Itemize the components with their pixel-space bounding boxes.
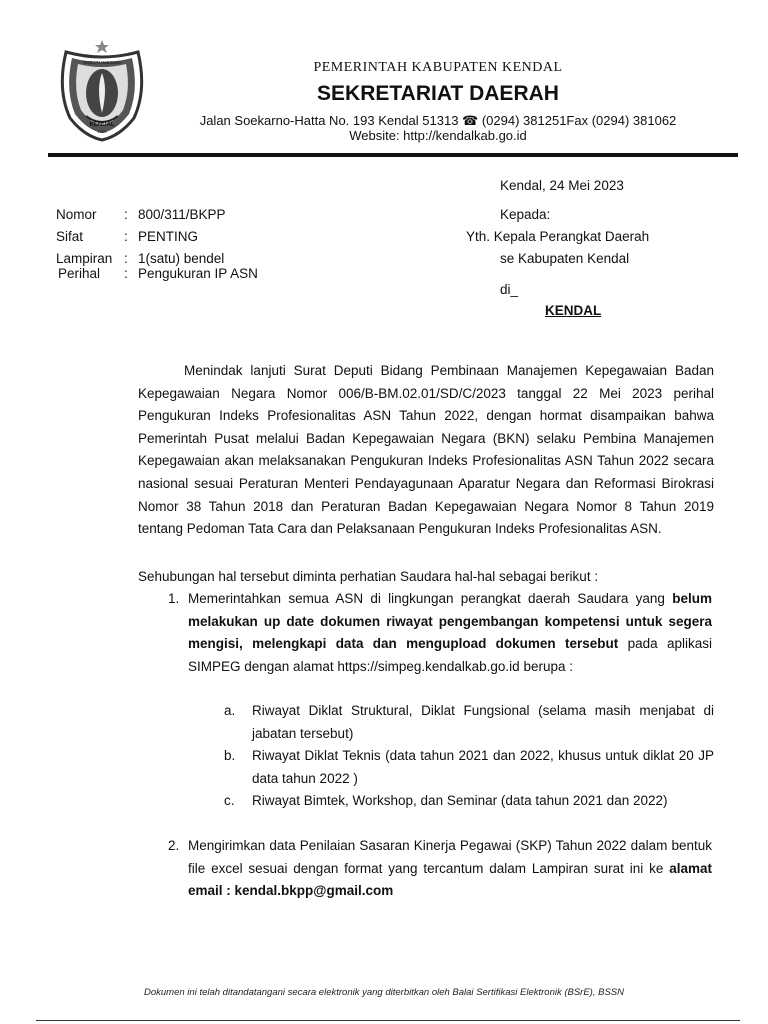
colon: : (124, 266, 128, 281)
nomor-label: Nomor (56, 207, 97, 222)
body-paragraph-2: Sehubungan hal tersebut diminta perhatian Saudara hal-hal sebagai berikut : (138, 569, 599, 584)
perihal-label: Perihal (58, 266, 101, 281)
list-item-2 (168, 835, 714, 903)
subitem-c-text: Riwayat Bimtek, Workshop, dan Seminar (data tahun 2021 dan 2022) (252, 793, 668, 808)
recipient-region: se Kabupaten Kendal (500, 251, 630, 266)
sifat-label: Sifat (56, 229, 84, 244)
svg-text:1605: 1605 (97, 129, 107, 134)
address-line: Jalan Soekarno-Hatta No. 193 Kendal 51313 ☎ (0294) 381251Fax (0294) 381062 (199, 113, 677, 128)
list-letter: a. (224, 703, 236, 718)
item-1-rest: pada aplikasi SIMPEG dengan alamat https://simpeg.kendalkab.go.id berupa : (188, 636, 712, 674)
website-line: Website: http://kendalkab.go.id (349, 128, 527, 143)
list-letter: b. (224, 748, 236, 763)
colon: : (124, 207, 128, 222)
perihal-value: Pengukuran IP ASN (138, 266, 258, 281)
recipient-city: KENDAL (545, 303, 602, 318)
list-number: 2. (168, 838, 180, 853)
letterhead-address (160, 113, 716, 143)
item-1-bold: belum melakukan up date dokumen riwayat pengembangan kompetensi untuk segera mengisi, melengkapi data dan mengupload dokumen tersebut (188, 591, 712, 652)
list-number: 1. (168, 591, 180, 606)
list-item-2-text (188, 835, 712, 903)
list-letter: c. (224, 793, 235, 808)
list-subitem-c (224, 790, 714, 813)
subitem-a-text: Riwayat Diklat Struktural, Diklat Fungsional (selama masih menjabat di jabatan tersebut) (252, 703, 714, 741)
sifat-value: PENTING (138, 229, 199, 244)
letter-date: Kendal, 24 Mei 2023 (500, 178, 624, 193)
regency-emblem-icon (52, 38, 152, 142)
footer-divider (36, 1020, 740, 1021)
list-subitem-b (224, 745, 714, 790)
list-item-1-text (188, 588, 712, 678)
office-name: SEKRETARIAT DAERAH (317, 82, 559, 105)
colon: : (124, 229, 128, 244)
item-2-text: Mengirimkan data Penilaian Sasaran Kinerja Pegawai (SKP) Tahun 2022 dalam bentuk file excel sesuai dengan format yang tercantum dalam Lampiran surat ini ke (188, 838, 712, 876)
svg-text:KENDAL: KENDAL (89, 122, 115, 128)
svg-text:NGESTI WIBOWO: NGESTI WIBOWO (83, 60, 121, 65)
government-name: PEMERINTAH KABUPATEN KENDAL (313, 60, 563, 75)
kepada-label: Kepada: (500, 207, 551, 222)
colon: : (124, 251, 128, 266)
item-1-intro: Memerintahkan semua ASN di lingkungan perangkat daerah Saudara yang (188, 591, 665, 606)
list-subitem-a (224, 700, 714, 745)
recipient-title: Yth. Kepala Perangkat Daerah (466, 229, 650, 244)
recipient-di: di_ (500, 282, 519, 297)
letterhead-divider (48, 153, 738, 157)
body-paragraph-1: Menindak lanjuti Surat Deputi Bidang Pembinaan Manajemen Kepegawaian Badan Kepegawaian Negara Nomor 006/B-BM.02.01/SD/C/2023 tanggal 22 Mei 2023 perihal Pengukuran Indeks Profesionalitas ASN Tahun 2022, dengan hormat disampaikan bahwa Pemerintah Pusat melalui Badan Kepegawaian Negara (BKN) selaku Pembina Manajemen Kepegawaian akan melaksanakan Pengukuran Indeks Profesionalitas ASN Tahun 2022 secara nasional sesuai Peraturan Menteri Pendayagunaan Aparatur Negara dan Reformasi Birokrasi Nomor 38 Tahun 2018 dan Peraturan Badan Kepegawaian Negara Nomor 8 Tahun 2019 tentang Pedoman Tata Cara dan Pelaksanaan Pengukuran Indeks Profesionalitas ASN. (138, 363, 714, 537)
subitem-b-text: Riwayat Diklat Teknis (data tahun 2021 dan 2022, khusus untuk diklat 20 JP data tahun 2022 ) (252, 748, 714, 786)
list-item-1 (168, 588, 714, 678)
lampiran-value: 1(satu) bendel (138, 251, 225, 266)
nomor-value: 800/311/BKPP (138, 207, 226, 222)
item-2-email: alamat email : kendal.bkpp@gmail.com (188, 860, 712, 899)
e-signature-footer: Dokumen ini telah ditandatangani secara elektronik yang diterbitkan oleh Balai Sertifikasi Elektronik (BSrE), BSSN (144, 987, 624, 998)
lampiran-label: Lampiran (56, 251, 113, 266)
